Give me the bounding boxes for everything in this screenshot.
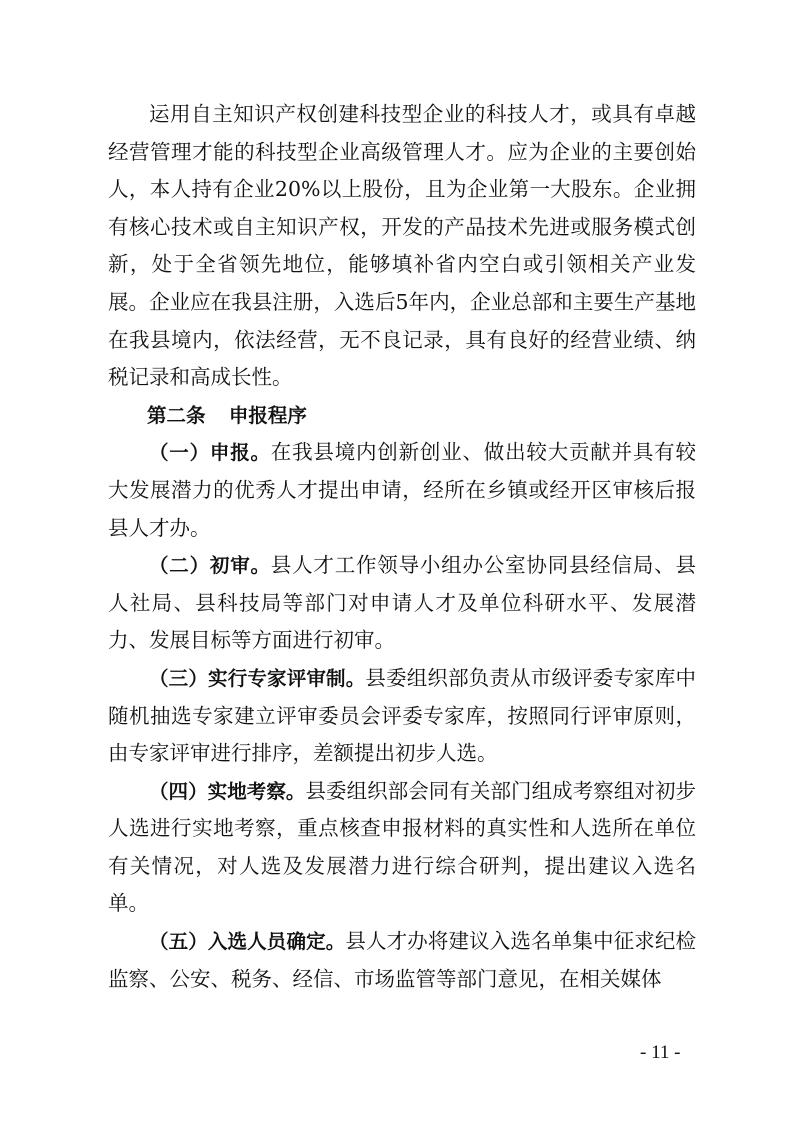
document-body [108,96,696,998]
paragraph-text: 县人才办将建议入选名单集中征求纪检监察、公安、税务、经信、市场监管等部门意见，在相关媒体 [108,929,696,991]
paragraph-talent-criteria [108,96,696,397]
paragraph-final-selection [108,923,696,998]
paragraph-text: 在我县境内创新创业、做出较大贡献并具有较大发展潜力的优秀人才提出申请，经所在乡镇或经开区审核后报县人才办。 [108,440,696,540]
paragraph-expert-review [108,660,696,773]
section-heading [108,397,696,435]
paragraph-text: 县委组织部会同有关部门组成考察组对初步人选进行实地考察，重点核查申报材料的真实性和人选所在单位有关情况，对人选及发展潜力进行综合研判，提出建议入选名单。 [108,778,696,916]
paragraph-text: 县委组织部负责从市级评委专家库中随机抽选专家建立评审委员会评委专家库，按照同行评审原则，由专家评审进行排序，差额提出初步人选。 [108,665,696,766]
page-number: - 11 - [640,1042,681,1063]
article-number: 第二条 [147,403,206,427]
paragraph-text: 县人才工作领导小组办公室协同县经信局、县人社局、县科技局等部门对申请人才及单位科研水平、发展潜力、发展目标等方面进行初审。 [108,553,696,653]
paragraph-preliminary-review [108,547,696,660]
paragraph-lead: （三）实行专家评审制。 [149,666,366,690]
paragraph-lead: （二）初审。 [149,554,271,578]
paragraph-lead: （四）实地考察。 [149,779,306,803]
paragraph-application [108,434,696,547]
paragraph-lead: （一）申报。 [149,441,271,465]
paragraph-text: 运用自主知识产权创建科技型企业的科技人才，或具有卓越经营管理才能的科技型企业高级管理人才。应为企业的主要创始人，本人持有企业20%以上股份，且为企业第一大股东。企业拥有核心技术或自主知识产权，开发的产品技术先进或服务模式创新，处于全省领先地位，能够填补省内空白或引领相关产业发展。企业应在我县注册，入选后5年内，企业总部和主要生产基地在我县境内，依法经营，无不良记录，具有良好的经营业绩、纳税记录和高成长性。 [108,102,696,390]
paragraph-lead: （五）入选人员确定。 [149,930,346,954]
article-title: 申报程序 [228,403,307,427]
paragraph-site-inspection [108,773,696,923]
